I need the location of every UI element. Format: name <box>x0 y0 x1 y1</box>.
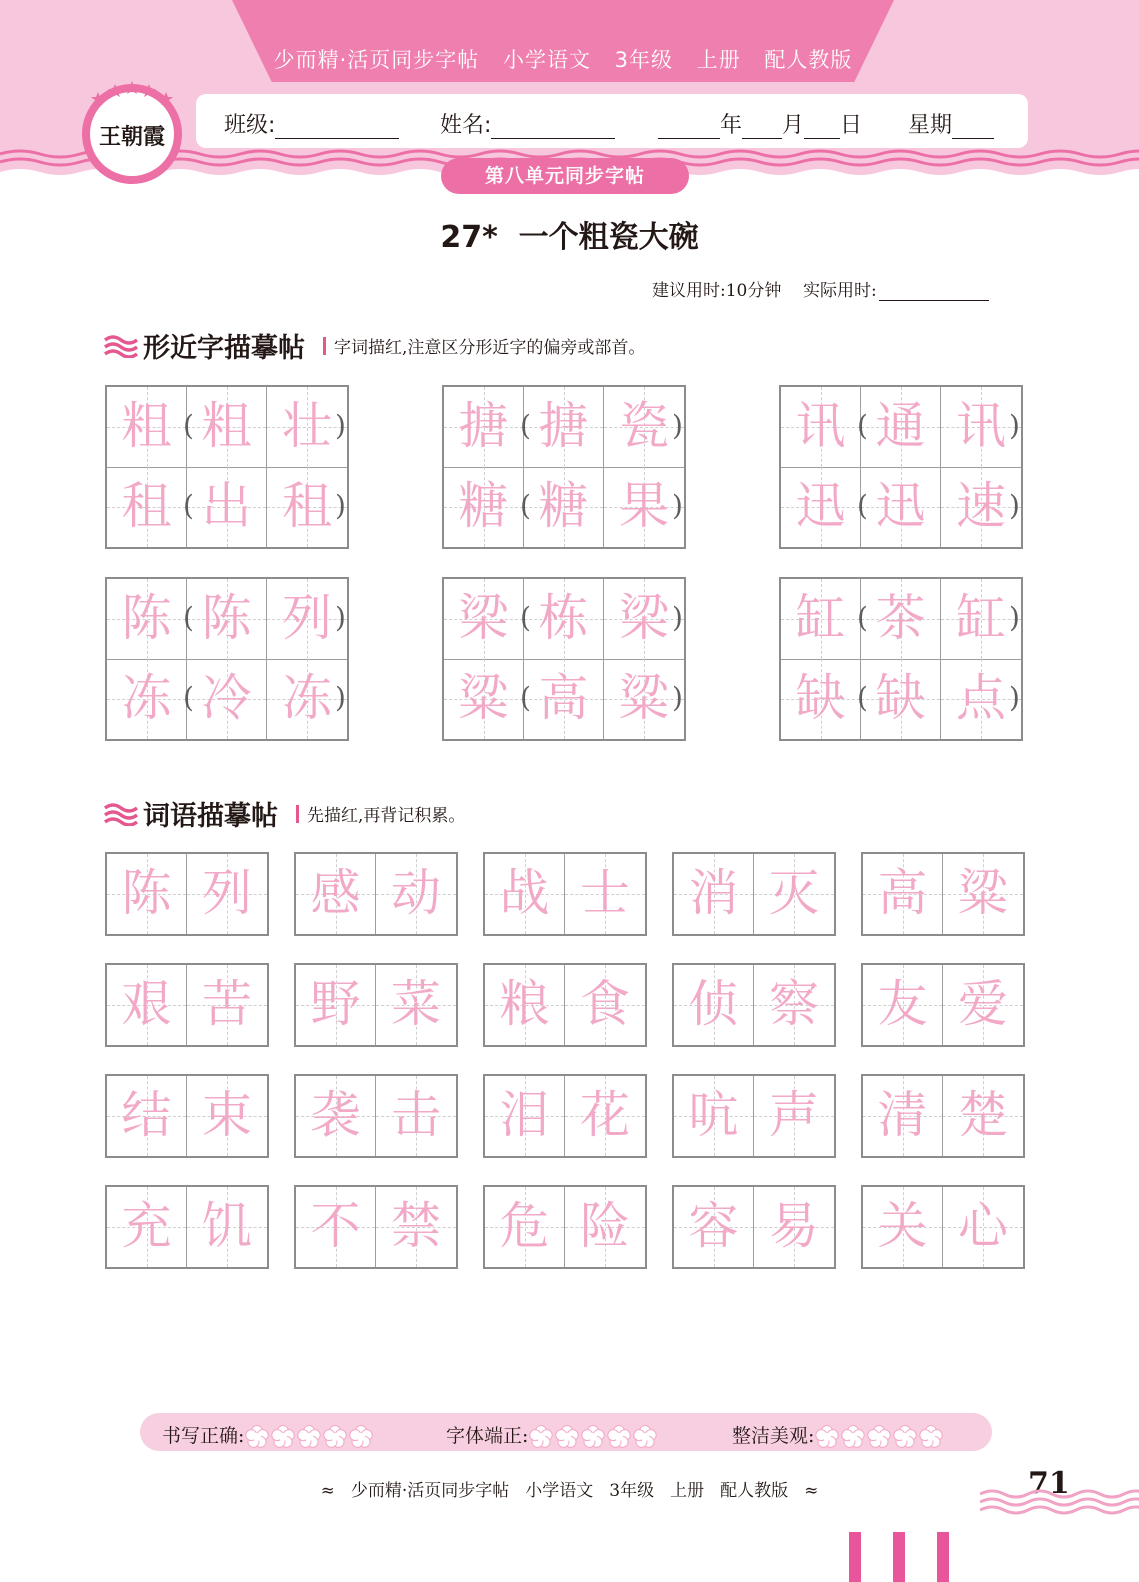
trace-character: 陈 <box>121 589 172 647</box>
footer-volume: 上册 <box>670 1481 705 1501</box>
trace-character: 速 <box>956 477 1006 535</box>
close-parenthesis: ) <box>1009 409 1020 442</box>
tracing-cell[interactable] <box>296 1076 376 1156</box>
weekday-blank[interactable] <box>952 117 994 139</box>
trace-character: 袭 <box>310 1086 361 1144</box>
word-grid <box>483 1074 647 1158</box>
year-label: 年 <box>720 113 743 138</box>
tracing-cell[interactable] <box>863 965 943 1045</box>
trace-character: 友 <box>877 975 928 1033</box>
class-label: 班级: <box>224 113 276 138</box>
flower-rating-icon[interactable] <box>866 1424 892 1450</box>
time-line <box>652 276 989 301</box>
actual-time-blank[interactable] <box>879 281 989 301</box>
trace-character: 迅 <box>795 477 846 535</box>
tracing-cell[interactable] <box>444 579 524 659</box>
trace-character: 易 <box>769 1197 819 1255</box>
tracing-cell[interactable] <box>187 659 267 739</box>
trace-character: 缺 <box>875 669 926 727</box>
word-grid <box>861 852 1025 936</box>
close-parenthesis: ) <box>672 601 683 634</box>
footer-series: 少而精·活页同步字帖 <box>350 1481 510 1501</box>
flower-rating-icon[interactable] <box>814 1424 840 1450</box>
tracing-cell[interactable] <box>107 1187 187 1267</box>
tracing-cell[interactable] <box>296 854 376 934</box>
open-parenthesis: ( <box>520 601 531 634</box>
tracing-cell[interactable] <box>674 1076 754 1156</box>
tracing-cell[interactable] <box>107 854 187 934</box>
lesson-title <box>0 212 1139 256</box>
class-blank[interactable] <box>275 117 399 139</box>
trace-character: 租 <box>282 477 332 535</box>
edge-tab-mark <box>893 1532 905 1582</box>
trace-character: 侦 <box>688 975 739 1033</box>
flower-rating-icon[interactable] <box>580 1424 606 1450</box>
month-blank[interactable] <box>742 117 782 139</box>
tracing-cell[interactable] <box>674 854 754 934</box>
tracing-cell[interactable] <box>565 1076 645 1156</box>
word-grid <box>483 963 647 1047</box>
trace-character: 粱 <box>458 669 509 727</box>
flower-rating-icon[interactable] <box>840 1424 866 1450</box>
tracing-cell[interactable] <box>524 579 604 659</box>
tracing-cell[interactable] <box>187 387 267 467</box>
tracing-cell[interactable] <box>565 1187 645 1267</box>
section-similar-chars-title: 形近字描摹帖 <box>143 333 305 364</box>
trace-character: 壮 <box>282 397 332 455</box>
trace-character: 感 <box>310 864 361 922</box>
rating-item <box>732 1421 944 1450</box>
tracing-cell[interactable] <box>524 387 604 467</box>
trace-character: 菜 <box>391 975 441 1033</box>
trace-character: 陈 <box>201 589 252 647</box>
word-grid <box>294 963 458 1047</box>
word-grid <box>294 1074 458 1158</box>
footer-subject: 小学语文 <box>525 1481 594 1501</box>
word-grid <box>861 1185 1025 1269</box>
trace-character: 梁 <box>458 589 509 647</box>
open-parenthesis: ( <box>857 681 868 714</box>
trace-character: 苦 <box>202 975 252 1033</box>
word-grid <box>672 963 836 1047</box>
flower-rating-icon[interactable] <box>528 1424 554 1450</box>
similar-chars-grid <box>779 577 1023 741</box>
tracing-cell[interactable] <box>376 1187 456 1267</box>
similar-chars-grid <box>442 577 686 741</box>
flower-rating-icon[interactable] <box>270 1424 296 1450</box>
trace-character: 心 <box>958 1197 1008 1255</box>
trace-character: 楚 <box>958 1086 1008 1144</box>
trace-character: 粗 <box>121 397 172 455</box>
word-grid <box>294 852 458 936</box>
tracing-cell[interactable] <box>943 1187 1023 1267</box>
tracing-cell[interactable] <box>674 965 754 1045</box>
name-field[interactable] <box>440 108 615 139</box>
banner-volume: 上册 <box>696 48 741 72</box>
trace-character: 缸 <box>795 589 846 647</box>
tracing-cell[interactable] <box>485 1076 565 1156</box>
trace-character: 关 <box>877 1197 928 1255</box>
tracing-cell[interactable] <box>565 965 645 1045</box>
footer-grade: 3年级 <box>609 1481 655 1501</box>
tracing-cell[interactable] <box>107 467 187 547</box>
trace-character: 士 <box>580 864 630 922</box>
trace-character: 高 <box>538 669 589 727</box>
unit-tab: 第八单元同步字帖 <box>441 158 689 194</box>
trace-character: 充 <box>121 1197 172 1255</box>
trace-character: 栋 <box>538 589 589 647</box>
open-parenthesis: ( <box>520 489 531 522</box>
trace-character: 讯 <box>956 397 1006 455</box>
close-parenthesis: ) <box>335 601 346 634</box>
trace-character: 爱 <box>958 975 1008 1033</box>
tracing-cell[interactable] <box>754 1187 834 1267</box>
tracing-cell[interactable] <box>444 467 524 547</box>
weekday-label: 星期 <box>908 113 953 138</box>
tracing-cell[interactable] <box>107 659 187 739</box>
similar-chars-grid <box>105 577 349 741</box>
word-grid <box>483 852 647 936</box>
tracing-cell[interactable] <box>754 854 834 934</box>
tracing-cell[interactable] <box>187 965 267 1045</box>
word-grid <box>672 852 836 936</box>
tracing-cell[interactable] <box>187 467 267 547</box>
word-grid <box>294 1185 458 1269</box>
tracing-cell[interactable] <box>187 1187 267 1267</box>
trace-character: 容 <box>688 1197 739 1255</box>
tracing-cell[interactable] <box>187 854 267 934</box>
weekday-field[interactable] <box>908 108 994 139</box>
trace-character: 点 <box>956 669 1006 727</box>
day-blank[interactable] <box>804 117 840 139</box>
open-parenthesis: ( <box>520 409 531 442</box>
trace-character: 出 <box>201 477 252 535</box>
tracing-cell[interactable] <box>485 1187 565 1267</box>
word-grid <box>105 852 269 936</box>
tracing-cell[interactable] <box>107 387 187 467</box>
tracing-cell[interactable] <box>674 1187 754 1267</box>
section-divider <box>323 337 326 355</box>
tracing-cell[interactable] <box>781 387 861 467</box>
trace-character: 租 <box>121 477 172 535</box>
trace-character: 粱 <box>958 864 1008 922</box>
tracing-cell[interactable] <box>485 854 565 934</box>
lesson-name: 一个粗瓷大碗 <box>518 220 699 255</box>
tracing-cell[interactable] <box>444 387 524 467</box>
tracing-cell[interactable] <box>376 965 456 1045</box>
close-parenthesis: ) <box>335 409 346 442</box>
banner-subject: 小学语文 <box>502 48 591 72</box>
tracing-cell[interactable] <box>187 1076 267 1156</box>
trace-character: 搪 <box>538 397 589 455</box>
trace-character: 清 <box>877 1086 928 1144</box>
open-parenthesis: ( <box>183 601 194 634</box>
tracing-cell[interactable] <box>861 467 941 547</box>
tracing-cell[interactable] <box>296 965 376 1045</box>
open-parenthesis: ( <box>520 681 531 714</box>
tracing-cell[interactable] <box>444 659 524 739</box>
trace-character: 讯 <box>795 397 846 455</box>
footer-line <box>0 1476 1139 1501</box>
close-parenthesis: ) <box>672 681 683 714</box>
close-parenthesis: ) <box>335 681 346 714</box>
tracing-cell[interactable] <box>296 1187 376 1267</box>
word-grid <box>672 1074 836 1158</box>
tracing-cell[interactable] <box>943 854 1023 934</box>
word-grid <box>105 963 269 1047</box>
trace-character: 动 <box>391 864 441 922</box>
rating-item <box>446 1421 658 1450</box>
section-words-title: 词语描摹帖 <box>143 801 278 832</box>
page-number: 71 <box>1028 1466 1070 1501</box>
tracing-cell[interactable] <box>943 1076 1023 1156</box>
trace-character: 高 <box>877 864 928 922</box>
tracing-cell[interactable] <box>485 965 565 1045</box>
tracing-cell[interactable] <box>376 1076 456 1156</box>
tracing-cell[interactable] <box>107 965 187 1045</box>
word-grid <box>861 963 1025 1047</box>
trace-character: 艰 <box>121 975 172 1033</box>
logo-brand-text: 王朝霞 <box>98 124 166 150</box>
open-parenthesis: ( <box>183 489 194 522</box>
trace-character: 察 <box>769 975 819 1033</box>
trace-character: 瓷 <box>619 397 669 455</box>
trace-character: 野 <box>310 975 361 1033</box>
trace-character: 消 <box>688 864 739 922</box>
similar-chars-grid <box>779 385 1023 549</box>
similar-chars-grid <box>442 385 686 549</box>
trace-character: 击 <box>391 1086 441 1144</box>
tracing-cell[interactable] <box>565 854 645 934</box>
trace-character: 搪 <box>458 397 509 455</box>
trace-character: 粱 <box>619 669 669 727</box>
tracing-cell[interactable] <box>863 1076 943 1156</box>
tracing-cell[interactable] <box>376 854 456 934</box>
trace-character: 危 <box>499 1197 550 1255</box>
tracing-cell[interactable] <box>781 659 861 739</box>
trace-character: 吭 <box>688 1086 739 1144</box>
trace-character: 迅 <box>875 477 926 535</box>
month-label: 月 <box>782 113 805 138</box>
footer-wave-left: ≈ <box>320 1481 335 1501</box>
date-field[interactable] <box>658 108 862 139</box>
flower-rating-icon[interactable] <box>606 1424 632 1450</box>
day-label: 日 <box>840 113 863 138</box>
flower-rating-icon[interactable] <box>918 1424 944 1450</box>
close-parenthesis: ) <box>335 489 346 522</box>
word-grid <box>483 1185 647 1269</box>
trace-character: 糖 <box>538 477 589 535</box>
word-grid <box>105 1185 269 1269</box>
brand-logo <box>78 78 186 186</box>
trace-character: 冻 <box>282 669 332 727</box>
trace-character: 果 <box>619 477 669 535</box>
trace-character: 粗 <box>201 397 252 455</box>
trace-character: 饥 <box>202 1197 252 1255</box>
trace-character: 结 <box>121 1086 172 1144</box>
close-parenthesis: ) <box>1009 489 1020 522</box>
actual-time-label: 实际用时: <box>802 281 877 301</box>
trace-character: 束 <box>202 1086 252 1144</box>
trace-character: 糖 <box>458 477 509 535</box>
tracing-cell[interactable] <box>863 854 943 934</box>
flower-rating-icon[interactable] <box>244 1424 270 1450</box>
tracing-cell[interactable] <box>754 1076 834 1156</box>
trace-character: 禁 <box>391 1197 441 1255</box>
tracing-cell[interactable] <box>781 579 861 659</box>
open-parenthesis: ( <box>857 489 868 522</box>
banner-grade: 3年级 <box>614 48 674 72</box>
trace-character: 声 <box>769 1086 819 1144</box>
trace-character: 战 <box>499 864 550 922</box>
banner-edition: 配人教版 <box>764 48 853 72</box>
year-blank[interactable] <box>658 117 720 139</box>
tracing-cell[interactable] <box>861 659 941 739</box>
student-info-box <box>196 94 1028 148</box>
close-parenthesis: ) <box>1009 601 1020 634</box>
open-parenthesis: ( <box>857 601 868 634</box>
open-parenthesis: ( <box>183 409 194 442</box>
trace-character: 梁 <box>619 589 669 647</box>
section-similar-chars-header <box>103 326 645 365</box>
tracing-cell[interactable] <box>781 467 861 547</box>
lesson-number: 27* <box>440 220 498 255</box>
flower-rating-icon[interactable] <box>632 1424 658 1450</box>
trace-character: 陈 <box>121 864 172 922</box>
section-words-header <box>103 794 465 833</box>
trace-character: 食 <box>580 975 630 1033</box>
rating-label: 书写正确: <box>162 1425 245 1447</box>
close-parenthesis: ) <box>1009 681 1020 714</box>
tracing-cell[interactable] <box>754 965 834 1045</box>
tracing-cell[interactable] <box>861 579 941 659</box>
word-grid <box>672 1185 836 1269</box>
tracing-cell[interactable] <box>943 965 1023 1045</box>
section-words-note: 先描红,再背记积累。 <box>307 806 466 826</box>
trace-character: 茶 <box>875 589 926 647</box>
rating-item <box>162 1421 374 1450</box>
flower-rating-icon[interactable] <box>296 1424 322 1450</box>
section-divider <box>296 805 299 823</box>
tracing-cell[interactable] <box>861 387 941 467</box>
name-label: 姓名: <box>440 113 492 138</box>
word-grid <box>861 1074 1025 1158</box>
banner-series: 少而精·活页同步字帖 <box>273 48 480 72</box>
open-parenthesis: ( <box>857 409 868 442</box>
word-grid <box>105 1074 269 1158</box>
class-field[interactable] <box>224 108 399 139</box>
close-parenthesis: ) <box>672 409 683 442</box>
rating-label: 字体端正: <box>446 1425 529 1447</box>
flower-rating-icon[interactable] <box>892 1424 918 1450</box>
tracing-cell[interactable] <box>107 579 187 659</box>
footer-wave-right: ≈ <box>804 1481 819 1501</box>
trace-character: 缸 <box>956 589 1006 647</box>
name-blank[interactable] <box>491 117 615 139</box>
trace-character: 泪 <box>499 1086 550 1144</box>
trace-character: 花 <box>580 1086 630 1144</box>
section-similar-chars-note: 字词描红,注意区分形近字的偏旁或部首。 <box>334 338 646 358</box>
trace-character: 不 <box>310 1197 361 1255</box>
wave-icon <box>103 334 139 358</box>
flower-rating-icon[interactable] <box>348 1424 374 1450</box>
edge-tab-mark <box>849 1532 861 1582</box>
trace-character: 列 <box>202 864 252 922</box>
similar-chars-grid <box>105 385 349 549</box>
corner-wave-decoration <box>980 1486 1139 1516</box>
banner-text <box>232 44 894 74</box>
suggested-time: 建议用时:10分钟 <box>652 281 782 301</box>
flower-rating-icon[interactable] <box>322 1424 348 1450</box>
tracing-cell[interactable] <box>524 467 604 547</box>
edge-tab-mark <box>937 1532 949 1582</box>
close-parenthesis: ) <box>672 489 683 522</box>
trace-character: 险 <box>580 1197 630 1255</box>
wave-icon <box>103 802 139 826</box>
trace-character: 粮 <box>499 975 550 1033</box>
trace-character: 缺 <box>795 669 846 727</box>
trace-character: 列 <box>282 589 332 647</box>
tracing-cell[interactable] <box>524 659 604 739</box>
trace-character: 通 <box>875 397 926 455</box>
tracing-cell[interactable] <box>863 1187 943 1267</box>
flower-rating-icon[interactable] <box>554 1424 580 1450</box>
tracing-cell[interactable] <box>187 579 267 659</box>
tracing-cell[interactable] <box>107 1076 187 1156</box>
footer-edition: 配人教版 <box>720 1481 789 1501</box>
trace-character: 灭 <box>769 864 819 922</box>
open-parenthesis: ( <box>183 681 194 714</box>
rating-strip <box>140 1413 992 1451</box>
trace-character: 冻 <box>121 669 172 727</box>
rating-label: 整洁美观: <box>732 1425 815 1447</box>
trace-character: 冷 <box>201 669 252 727</box>
